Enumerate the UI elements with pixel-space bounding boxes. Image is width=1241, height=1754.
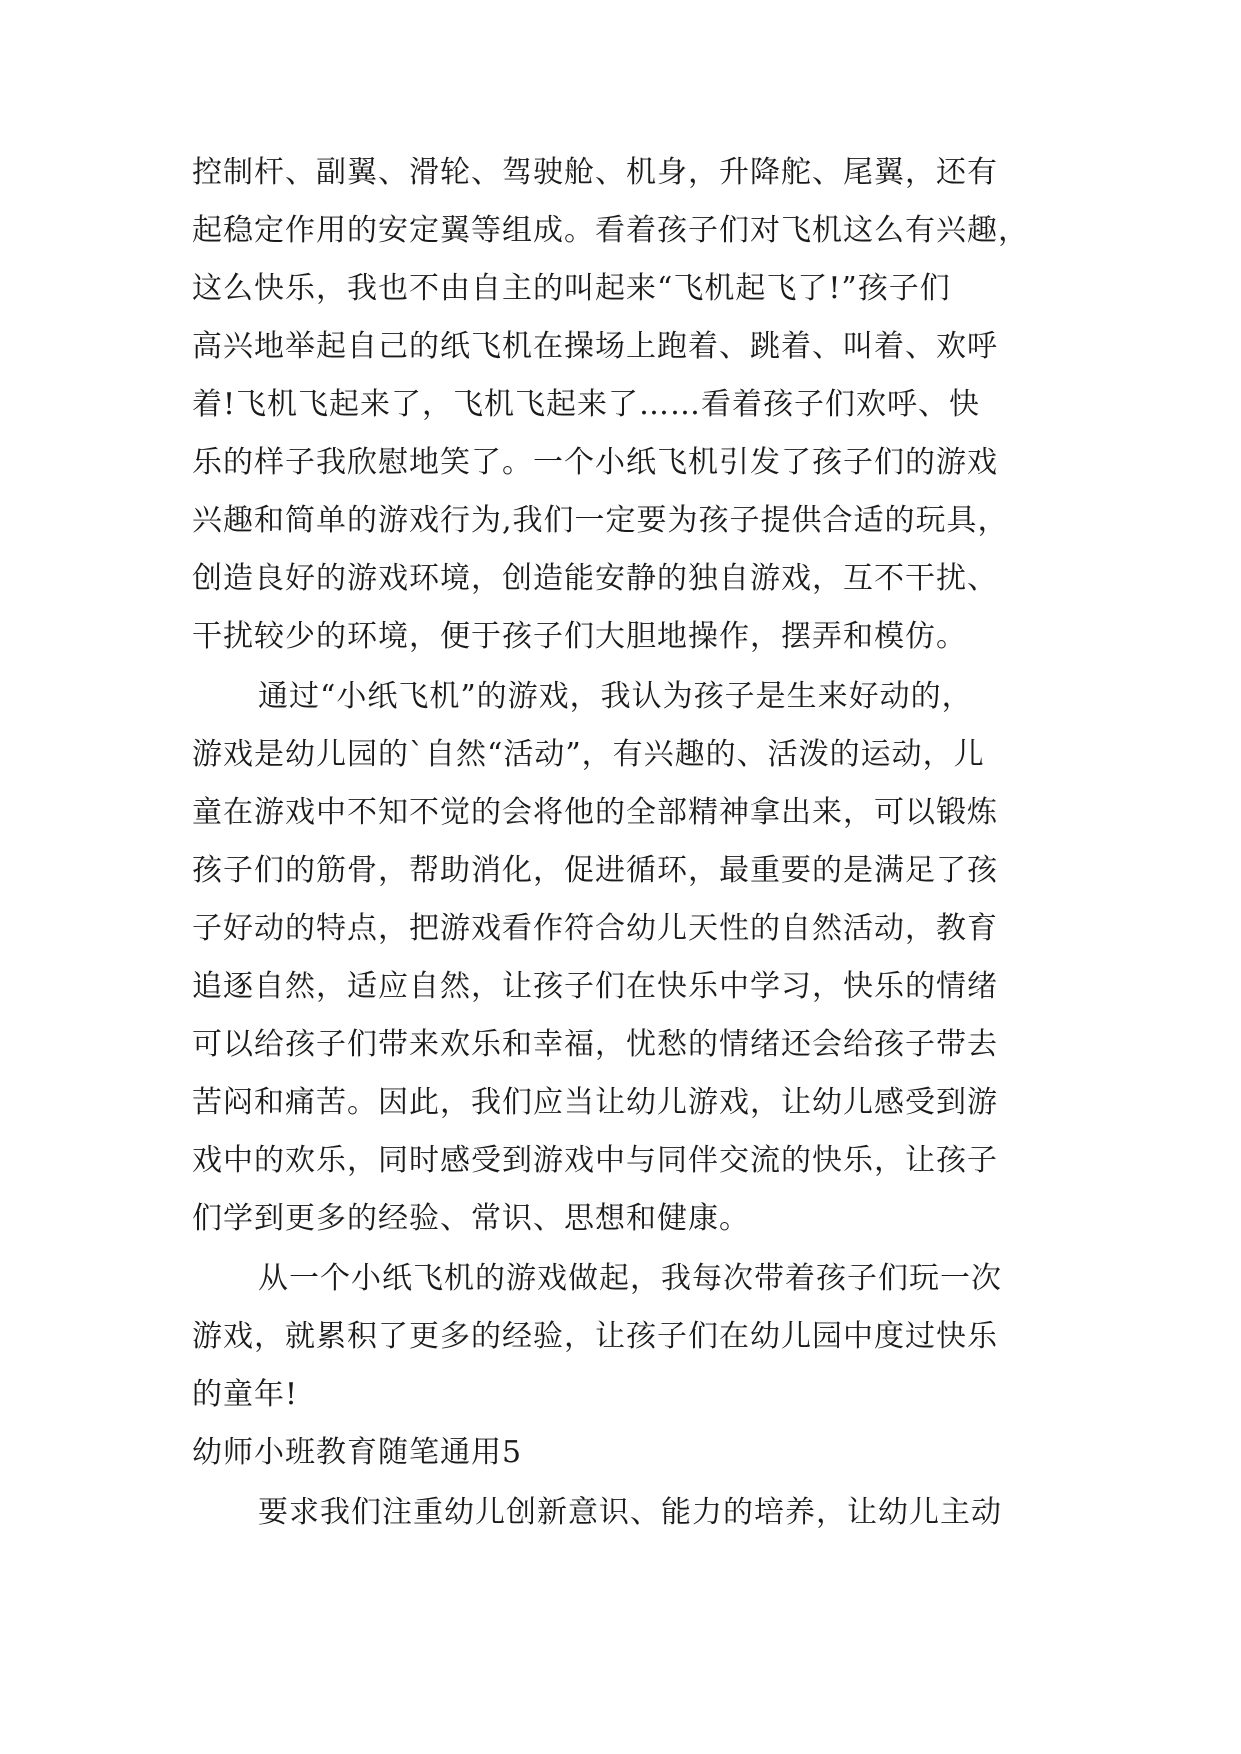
text-line: 控制杆、副翼、滑轮、驾驶舱、机身，升降舵、尾翼，还有 — [192, 155, 998, 190]
text-line: 起稳定作用的安定翼等组成。看着孩子们对飞机这么有兴趣， — [192, 213, 1029, 248]
paragraph-first-line: 通过“小纸飞机”的游戏，我认为孩子是生来好动的， — [258, 679, 973, 714]
text-line: 孩子们的筋骨，帮助消化，促进循环，最重要的是满足了孩 — [192, 853, 998, 888]
text-line: 兴趣和简单的游戏行为,我们一定要为孩子提供合适的玩具， — [192, 503, 1009, 538]
section-heading: 幼师小班教育随笔通用5 — [192, 1435, 523, 1470]
paragraph-first-line: 从一个小纸飞机的游戏做起，我每次带着孩子们玩一次 — [258, 1261, 1002, 1296]
text-line: 乐的样子我欣慰地笑了。一个小纸飞机引发了孩子们的游戏 — [192, 445, 998, 480]
text-line: 创造良好的游戏环境，创造能安静的独自游戏，互不干扰、 — [192, 561, 998, 596]
text-line: 的童年! — [192, 1377, 299, 1412]
text-line: 们学到更多的经验、常识、思想和健康。 — [192, 1201, 750, 1236]
text-line: 高兴地举起自己的纸飞机在操场上跑着、跳着、叫着、欢呼 — [192, 329, 998, 364]
text-line: 这么快乐，我也不由自主的叫起来“飞机起飞了!”孩子们 — [192, 271, 951, 306]
text-line: 子好动的特点，把游戏看作符合幼儿天性的自然活动，教育 — [192, 911, 998, 946]
text-line: 可以给孩子们带来欢乐和幸福，忧愁的情绪还会给孩子带去 — [192, 1027, 998, 1062]
text-line: 苦闷和痛苦。因此，我们应当让幼儿游戏，让幼儿感受到游 — [192, 1085, 998, 1120]
text-line: 游戏是幼儿园的`自然“活动”，有兴趣的、活泼的运动，儿 — [192, 737, 985, 772]
text-line: 童在游戏中不知不觉的会将他的全部精神拿出来，可以锻炼 — [192, 795, 998, 830]
text-line: 追逐自然，适应自然，让孩子们在快乐中学习，快乐的情绪 — [192, 969, 998, 1004]
text-line: 着!飞机飞起来了，飞机飞起来了……看着孩子们欢呼、快 — [192, 387, 981, 422]
text-line: 游戏，就累积了更多的经验，让孩子们在幼儿园中度过快乐 — [192, 1319, 998, 1354]
text-line: 干扰较少的环境，便于孩子们大胆地操作，摆弄和模仿。 — [192, 619, 967, 654]
text-line: 戏中的欢乐，同时感受到游戏中与同伴交流的快乐，让孩子 — [192, 1143, 998, 1178]
paragraph-first-line: 要求我们注重幼儿创新意识、能力的培养，让幼儿主动 — [258, 1495, 1002, 1530]
